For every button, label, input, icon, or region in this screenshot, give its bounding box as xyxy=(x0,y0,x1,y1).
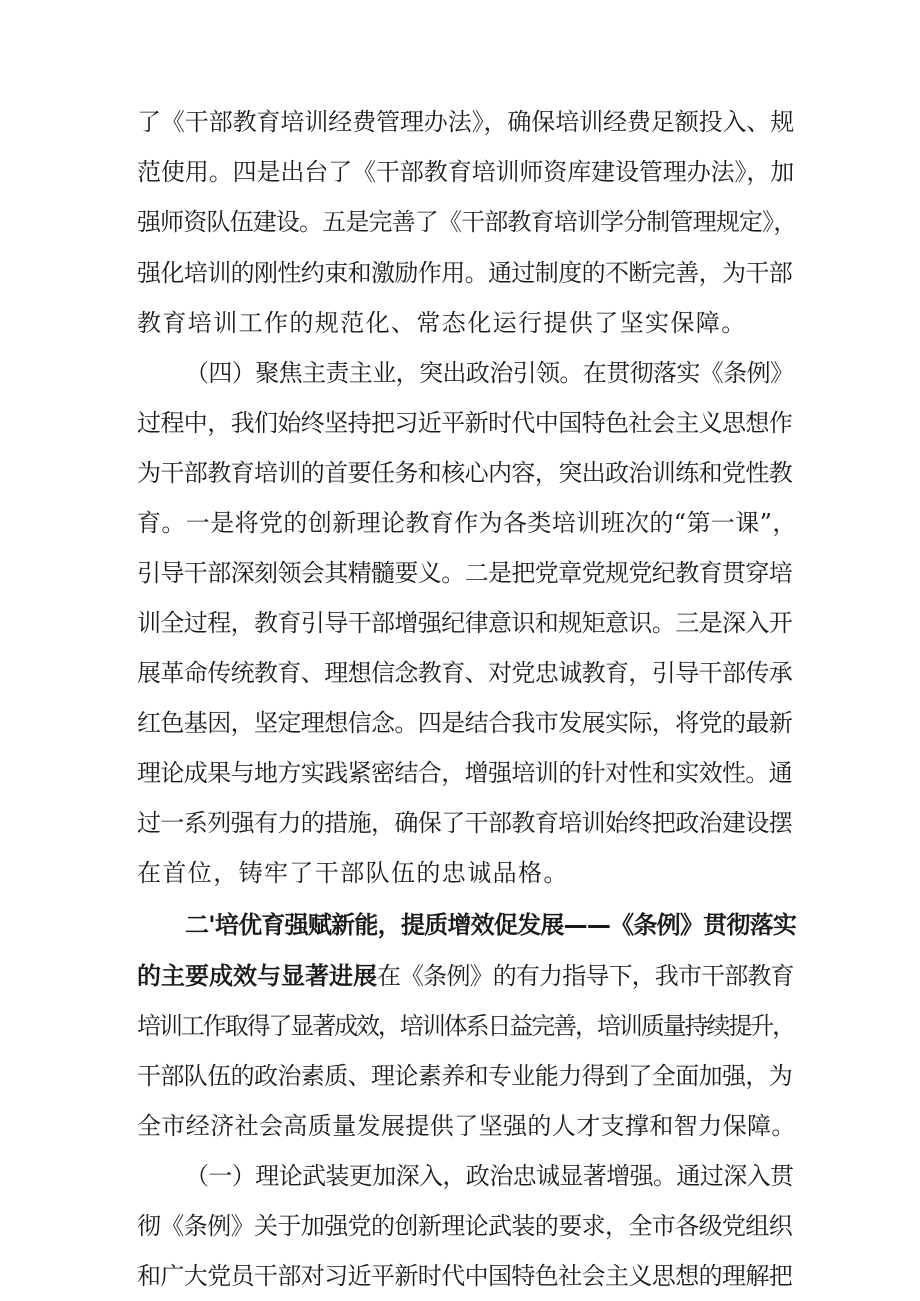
text-line: 强师资队伍建设。五是完善了《干部教育培训学分制管理规定》， xyxy=(137,208,797,237)
text-line: 强化培训的刚性约束和激励作用。通过制度的不断完善，为干部 xyxy=(137,258,793,287)
text-line: 训全过程，教育引导干部增强纪律意识和规矩意识。三是深入开 xyxy=(137,609,793,638)
text-line: 在首位，铸牢了干部队伍的忠诚品格。 xyxy=(137,859,569,888)
section-heading-tail: 的主要成效与显著进展 xyxy=(137,961,377,990)
text-line: 培训工作取得了显著成效，培训体系日益完善，培训质量持续提升， xyxy=(137,1011,794,1040)
paragraph-start-line: （四）聚焦主责主业，突出政治引领。在贯彻落实《条例》 xyxy=(185,358,794,387)
text-line: 全市经济社会高质量发展提供了坚强的人才支撑和智力保障。 xyxy=(137,1111,796,1140)
text-line: 理论成果与地方实践紧密结合，增强培训的针对性和实效性。通 xyxy=(137,759,793,788)
text-line: 和广大党员干部对习近平新时代中国特色社会主义思想的理解把 xyxy=(137,1262,793,1290)
text-line: 为干部教育培训的首要任务和核心内容，突出政治训练和党性教 xyxy=(137,458,793,487)
heading-line-text: 在《条例》的有力指导下，我市干部教育 xyxy=(377,961,794,990)
section-heading: 二'培优育强赋新能，提质增效促发展——《条例》贯彻落实 xyxy=(185,911,797,940)
text-line: 育。一是将党的创新理论教育作为各类培训班次的“第一课”， xyxy=(137,508,797,537)
text-line: 干部队伍的政治素质、理论素养和专业能力得到了全面加强，为 xyxy=(137,1061,793,1090)
text-line: 过一系列强有力的措施，确保了干部教育培训始终把政治建设摆 xyxy=(137,809,793,838)
heading-continuation-line xyxy=(137,951,797,1001)
text-line: 了《干部教育培训经费管理办法》，确保培训经费足额投入、规 xyxy=(137,108,795,137)
paragraph-start-line: （一）理论武装更加深入，政治忠诚显著增强。通过深入贯 xyxy=(185,1161,794,1190)
text-line: 展革命传统教育、理想信念教育、对党忠诚教育，引导干部传承 xyxy=(137,659,793,688)
text-line: 红色基因，坚定理想信念。四是结合我市发展实际，将党的最新 xyxy=(137,709,793,738)
text-line: 范使用。四是出台了《干部教育培训师资库建设管理办法》，加 xyxy=(137,158,795,187)
text-line: 教育培训工作的规范化、常态化运行提供了坚实保障。 xyxy=(137,308,747,337)
text-line: 彻《条例》关于加强党的创新理论武装的要求，全市各级党组织 xyxy=(137,1211,793,1240)
text-line: 引导干部深刻领会其精髓要义。二是把党章党规党纪教育贯穿培 xyxy=(137,558,793,587)
text-line: 过程中，我们始终坚持把习近平新时代中国特色社会主义思想作 xyxy=(137,408,793,437)
